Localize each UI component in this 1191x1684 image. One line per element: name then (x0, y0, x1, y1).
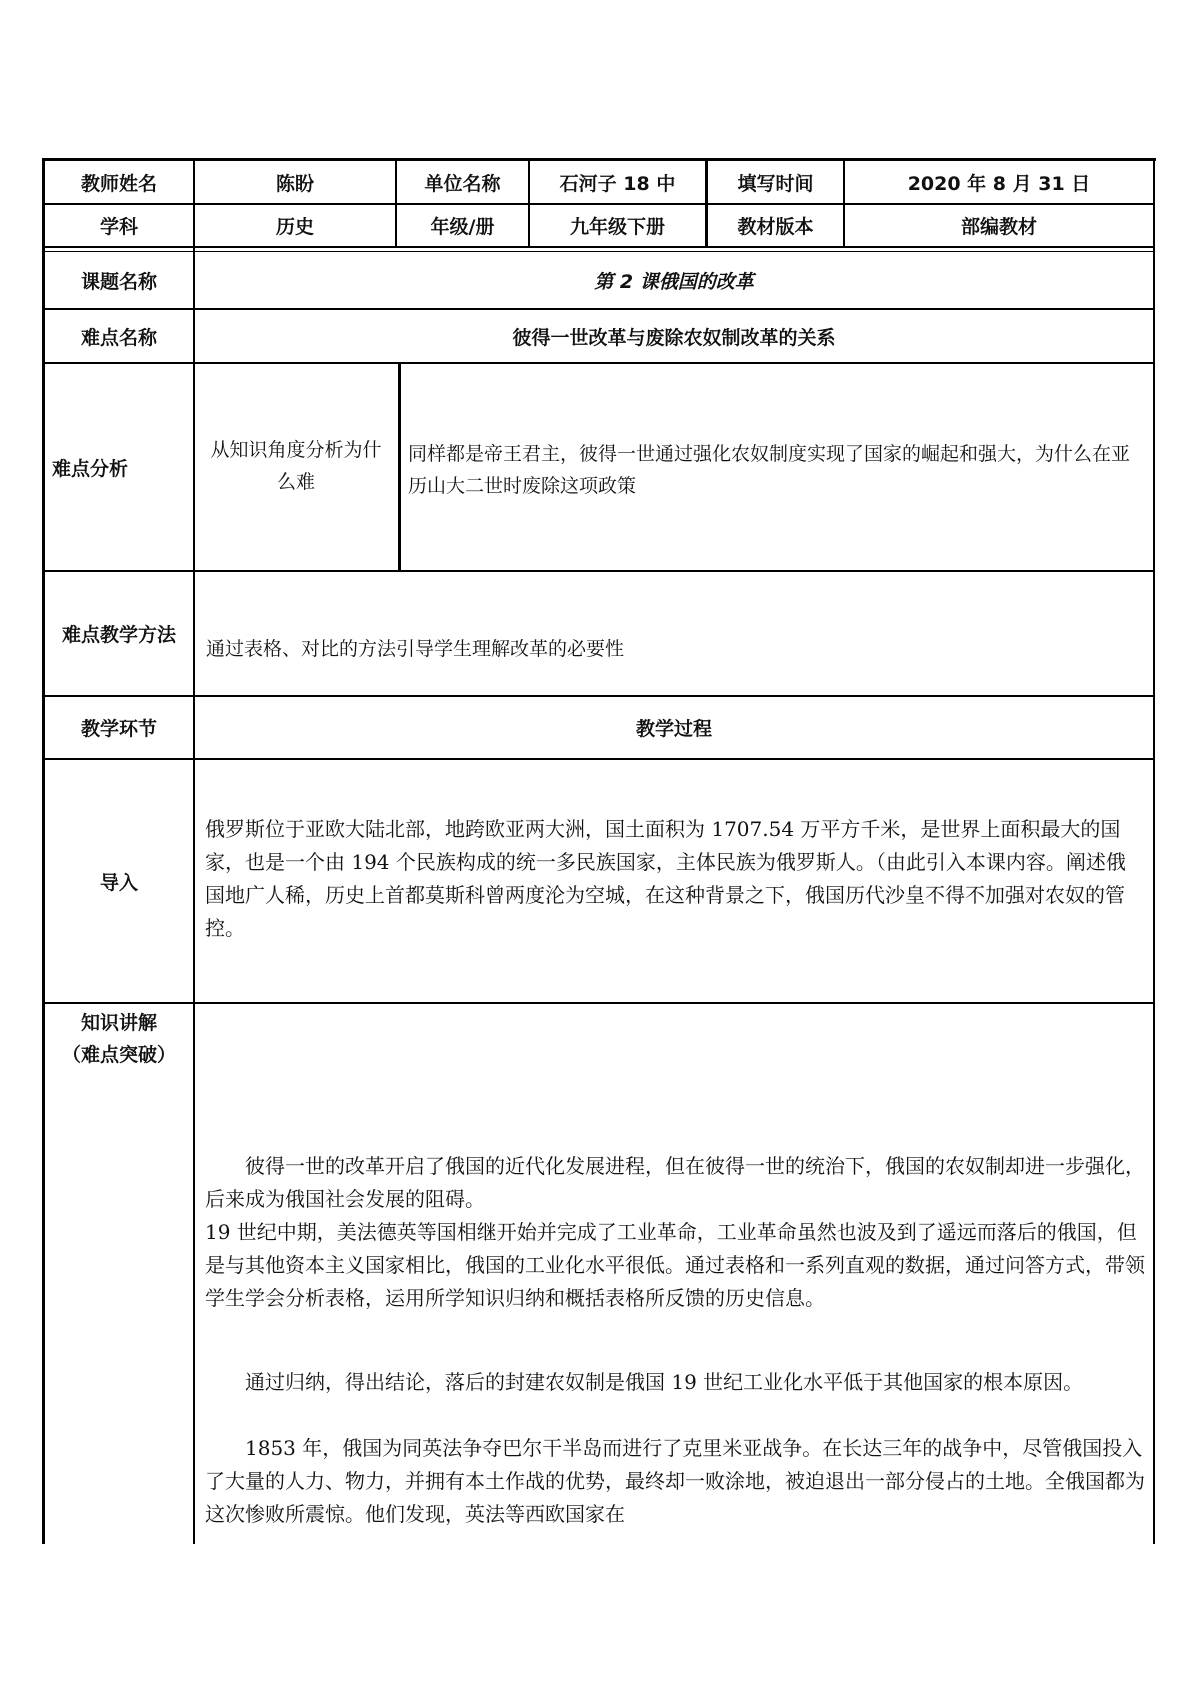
subject-label: 学科 (99, 216, 138, 238)
date-value: 2020 年 8 月 31 日 (907, 172, 1091, 195)
analysis-label: 难点分析 (52, 457, 129, 480)
teacher-value: 陈盼 (275, 172, 314, 195)
knowledge-label-line2: （难点突破） (61, 1043, 176, 1066)
unit-label: 单位名称 (424, 172, 501, 195)
row-line (42, 362, 1155, 364)
process-value: 教学过程 (635, 718, 712, 740)
process-label: 教学环节 (80, 718, 157, 740)
grade-label: 年级/册 (430, 216, 495, 238)
knowledge-paragraph-4: 1853 年，俄国为同英法争夺巴尔干半岛而进行了克里米亚战争。在长达三年的战争中，尽管俄国投入了大量的人力、物力，并拥有本土作战的优势，最终却一败涂地，被迫退出一部分侵占的土地。全俄国都为这次惨败所震惊。他们发现，英法等西欧国家在 (205, 1436, 1145, 1526)
col-line (193, 158, 195, 1544)
knowledge-paragraph-1: 彼得一世的改革开启了俄国的近代化发展进程，但在彼得一世的统治下，俄国的农奴制却进一步强化，后来成为俄国社会发展的阻碍。 (205, 1154, 1145, 1211)
grade-value: 九年级下册 (569, 216, 665, 238)
subject-value: 历史 (275, 216, 314, 238)
date-label: 填写时间 (737, 172, 814, 195)
difficulty-value: 彼得一世改革与废除农奴制改革的关系 (512, 326, 836, 349)
teacher-label: 教师姓名 (80, 172, 157, 195)
intro-content: 俄罗斯位于亚欧大陆北部，地跨欧亚两大洲，国土面积为 1707.54 万平方千米，是世界上面积最大的国家，也是一个由 194 个民族构成的统一多民族国家，主体民族为俄罗斯人。（由此引入本课内容。阐述俄国地广人稀，历史上首都莫斯科曾两度沦为空城，在这种背景之下，俄国历代沙皇不得不加强对农奴的管控。 (205, 817, 1126, 940)
intro-label: 导入 (99, 871, 138, 894)
edition-label: 教材版本 (737, 216, 814, 238)
table-border-right (1153, 158, 1155, 1544)
knowledge-label-line1: 知识讲解 (80, 1011, 157, 1034)
unit-value: 石河子 18 中 (559, 172, 676, 195)
row-line (42, 246, 1155, 248)
method-content: 通过表格、对比的方法引导学生理解改革的必要性 (206, 638, 625, 660)
row-line (42, 758, 1155, 760)
edition-value: 部编教材 (960, 216, 1037, 238)
col-line (398, 364, 401, 571)
topic-value: 第 2 课俄国的改革 (594, 270, 754, 293)
row-line (42, 1002, 1155, 1004)
analysis-sub-label: 从知识角度分析为什么难 (210, 439, 382, 493)
difficulty-label: 难点名称 (80, 326, 157, 349)
knowledge-paragraph-2: 19 世纪中期，美法德英等国相继开始并完成了工业革命，工业革命虽然也波及到了遥远而落后的俄国，但是与其他资本主义国家相比，俄国的工业化水平很低。通过表格和一系列直观的数据，通过问答方式，带领学生学会分析表格，运用所学知识归纳和概括表格所反馈的历史信息。 (205, 1220, 1145, 1310)
analysis-content: 同样都是帝王君主，彼得一世通过强化农奴制度实现了国家的崛起和强大，为什么在亚历山大二世时废除这项政策 (408, 443, 1131, 497)
topic-label: 课题名称 (80, 270, 157, 293)
knowledge-paragraph-3: 通过归纳，得出结论，落后的封建农奴制是俄国 19 世纪工业化水平低于其他国家的根本原因。 (245, 1370, 1084, 1394)
method-label: 难点教学方法 (61, 624, 176, 646)
row-line (42, 570, 1155, 572)
